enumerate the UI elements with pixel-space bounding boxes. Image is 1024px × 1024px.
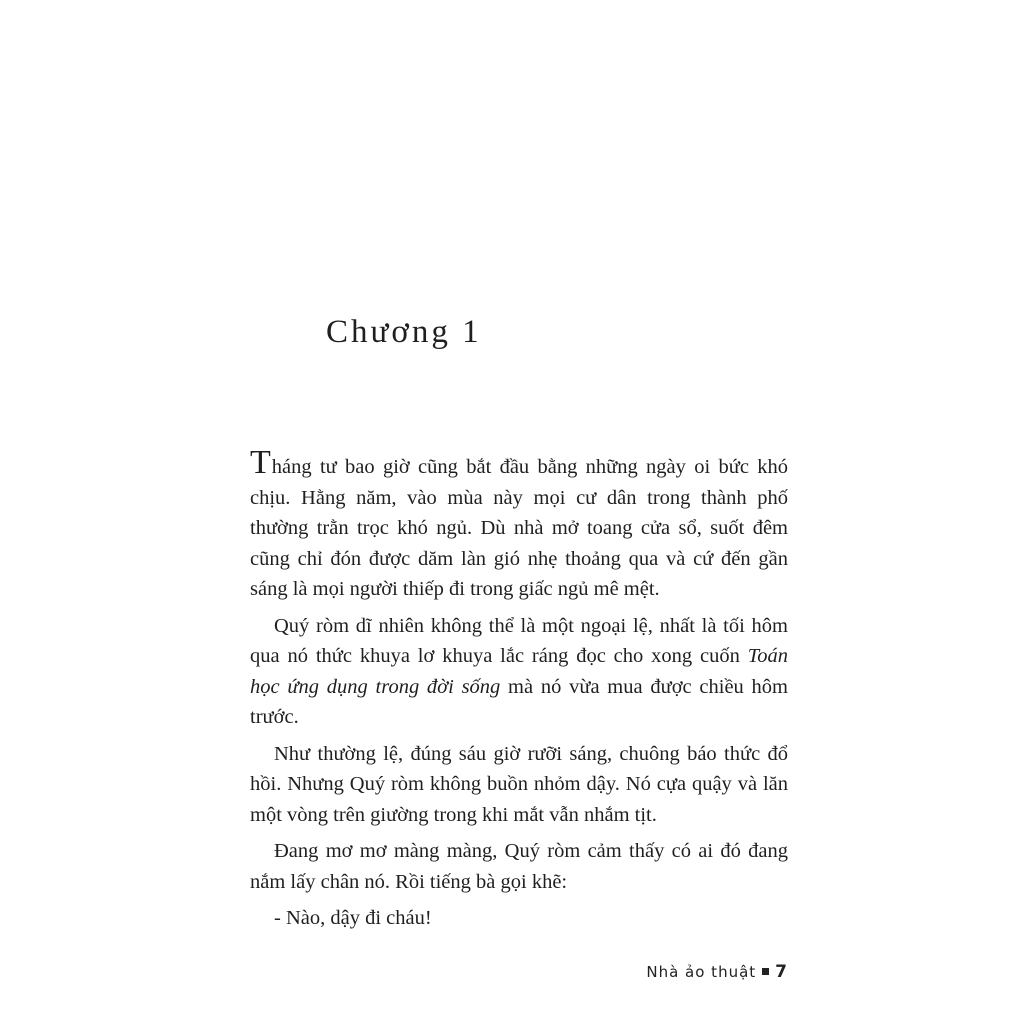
paragraph-5: - Nào, dậy đi cháu! bbox=[274, 907, 432, 929]
bullet-icon bbox=[762, 968, 769, 975]
running-title: Nhà ảo thuật bbox=[646, 963, 757, 981]
page-footer bbox=[646, 962, 788, 982]
chapter-title: Chương 1 bbox=[326, 314, 482, 350]
paragraph-2 bbox=[250, 611, 788, 733]
paragraph-1-text: háng tư bao giờ cũng bắt đầu bằng những ngày oi bức khó chịu. Hằng năm, vào mùa này mọi cư dân trong thành phố thường trằn trọc khó ngủ. Dù nhà mở toang cửa sổ, suốt đêm cũng chỉ đón được dăm làn gió nhẹ thoảng qua và cứ đến gần sáng là mọi người thiếp đi trong giấc ngủ mê mệt. bbox=[250, 456, 788, 600]
page-number: 7 bbox=[775, 962, 788, 982]
paragraph-4: Đang mơ mơ màng màng, Quý ròm cảm thấy có ai đó đang nắm lấy chân nó. Rồi tiếng bà gọi khẽ: bbox=[250, 840, 788, 893]
body-text bbox=[250, 444, 788, 940]
paragraph-2-start: Quý ròm dĩ nhiên không thể là một ngoại lệ, nhất là tối hôm qua nó thức khuya lơ khuya lắc ráng đọc cho xong cuốn bbox=[250, 614, 788, 667]
paragraph-1 bbox=[250, 444, 788, 605]
drop-cap: T bbox=[250, 444, 271, 481]
paragraph-2-end: mà nó vừa mua được chiều hôm trước. bbox=[250, 675, 788, 728]
book-title-italic: Toán học ứng dụng trong đời sống bbox=[250, 645, 788, 698]
paragraph-3: Như thường lệ, đúng sáu giờ rưỡi sáng, chuông báo thức đổ hồi. Nhưng Quý ròm không buồn nhỏm dậy. Nó cựa quậy và lăn một vòng trên giường trong khi mắt vẫn nhắm tịt. bbox=[250, 742, 788, 826]
